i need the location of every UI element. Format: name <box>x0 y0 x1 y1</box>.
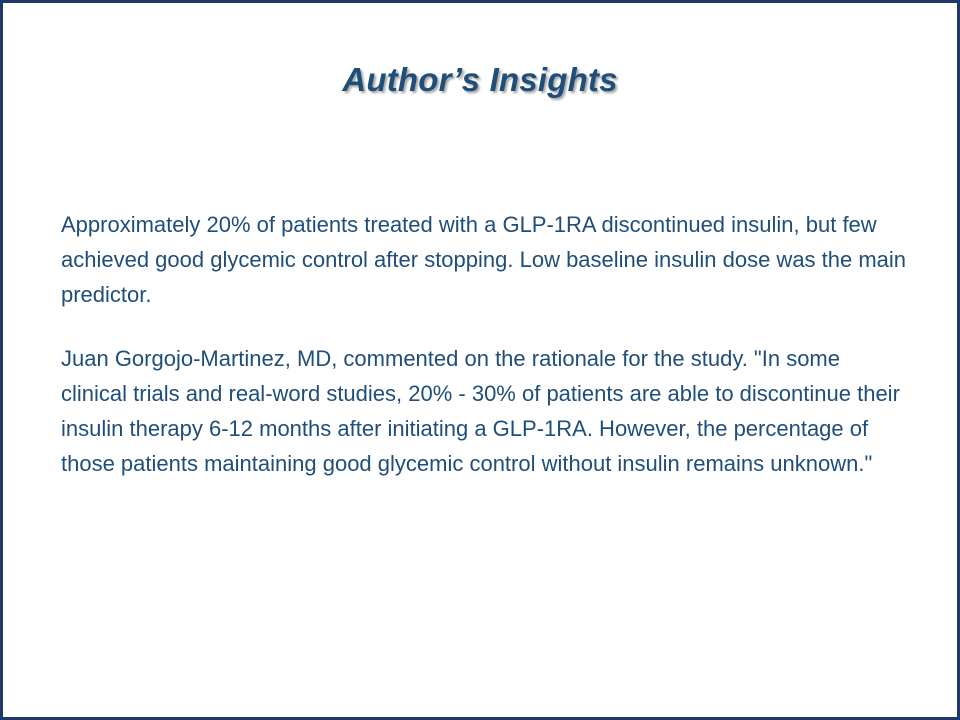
slide-title: Author’s Insights <box>342 61 618 98</box>
quote-paragraph: Juan Gorgojo-Martinez, MD, commented on the rationale for the study. "In some clinical trials and real-word studies, 20% - 30% of patients are able to discontinue their insulin therapy 6-12 months after initiating a GLP-1RA. However, the percentage of those patients maintaining good glycemic control without insulin remains unknown." <box>61 346 900 476</box>
summary-paragraph: Approximately 20% of patients treated with a GLP-1RA discontinued insulin, but few achieved good glycemic control after stopping. Low baseline insulin dose was the main predictor. <box>61 212 907 307</box>
slide-body <box>61 207 911 510</box>
